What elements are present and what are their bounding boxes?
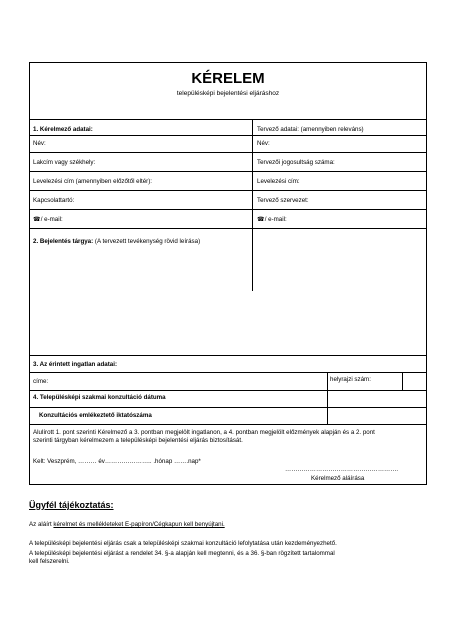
date-line[interactable]: Kelt: Veszprém, ……… év………………….. .hónap …….nap* xyxy=(33,458,201,465)
applicant-mailing-address-field[interactable]: Levelezési cím (amennyiben előzőtől eltér): xyxy=(33,178,152,185)
form-title: KÉRELEM xyxy=(191,70,265,87)
declaration-line-2: szerinti tárgyban kérelmezem a településképi bejelentési eljárás biztosítását. xyxy=(33,437,243,444)
designer-license-field[interactable]: Tervezői jogosultság száma: xyxy=(257,159,335,166)
application-form xyxy=(29,62,427,485)
designer-name-field[interactable]: Név: xyxy=(257,140,270,147)
form-subtitle: településképi bejelentési eljáráshoz xyxy=(176,90,280,97)
property-address-field[interactable]: címe: xyxy=(33,378,49,385)
applicant-contact-field[interactable]: Kapcsolattartó: xyxy=(33,197,75,204)
consultation-date-field[interactable]: 4. Településképi szakmai konzultáció dátuma xyxy=(33,394,166,401)
property-heading: 3. Az érintett ingatlan adatai: xyxy=(33,361,118,368)
designer-mailing-address-field[interactable]: Levelezési cím: xyxy=(257,178,300,185)
applicant-address-field[interactable]: Lakcím vagy székhely: xyxy=(33,159,96,166)
consultation-memo-field[interactable]: Konzultációs emlékeztető iktatószáma xyxy=(39,412,152,419)
divider xyxy=(30,119,426,120)
info-paragraph-3-line-2: kell felszerelni. xyxy=(29,558,70,565)
info-heading: Ügyfél tájékoztatás: xyxy=(29,500,114,510)
subject-heading: 2. Bejelentés tárgya: (A tervezett tevékenység rövid leírása) xyxy=(33,238,201,245)
info-paragraph-1: Az aláírt kérelmet és mellékleteket E-papíron/Cégkapun kell benyújtani. xyxy=(29,521,225,528)
designer-heading: Tervező adatai: (amennyiben releváns) xyxy=(257,126,364,133)
info-paragraph-3-line-1: A településképi bejelentési eljárást a rendelet 34. §-a alapján kell megtenni, és a 36. §-ban rögzített tartalommal xyxy=(29,550,335,557)
designer-phone-email-field[interactable]: ☎/ e-mail: xyxy=(257,216,287,223)
submission-link[interactable]: kérelmet és mellékleteket E-papíron/Cégkapun kell benyújtani. xyxy=(53,521,225,528)
applicant-heading: 1. Kérelmező adatai: xyxy=(33,126,93,133)
applicant-name-field[interactable]: Név: xyxy=(33,140,46,147)
applicant-phone-email-field[interactable]: ☎/ e-mail: xyxy=(33,216,63,223)
info-paragraph-2: A településképi bejelentési eljárás csak a településképi szakmai konzultáció lefolytatása után kezdeményezhető. xyxy=(29,540,337,547)
designer-organization-field[interactable]: Tervező szervezet: xyxy=(257,197,309,204)
subject-description-area[interactable] xyxy=(33,249,423,353)
declaration-line-1: Alulírott 1. pont szerinti Kérelmező a 3. pontban megjelölt ingatlanon, a 4. pontban megjelölt előzmények alapján és a 2. pont xyxy=(33,429,375,436)
signature-line[interactable]: ………………………………………………. xyxy=(285,466,399,473)
parcel-number-field[interactable]: helyrajzi szám: xyxy=(330,376,371,383)
signature-label: Kérelmező aláírása xyxy=(311,475,365,482)
